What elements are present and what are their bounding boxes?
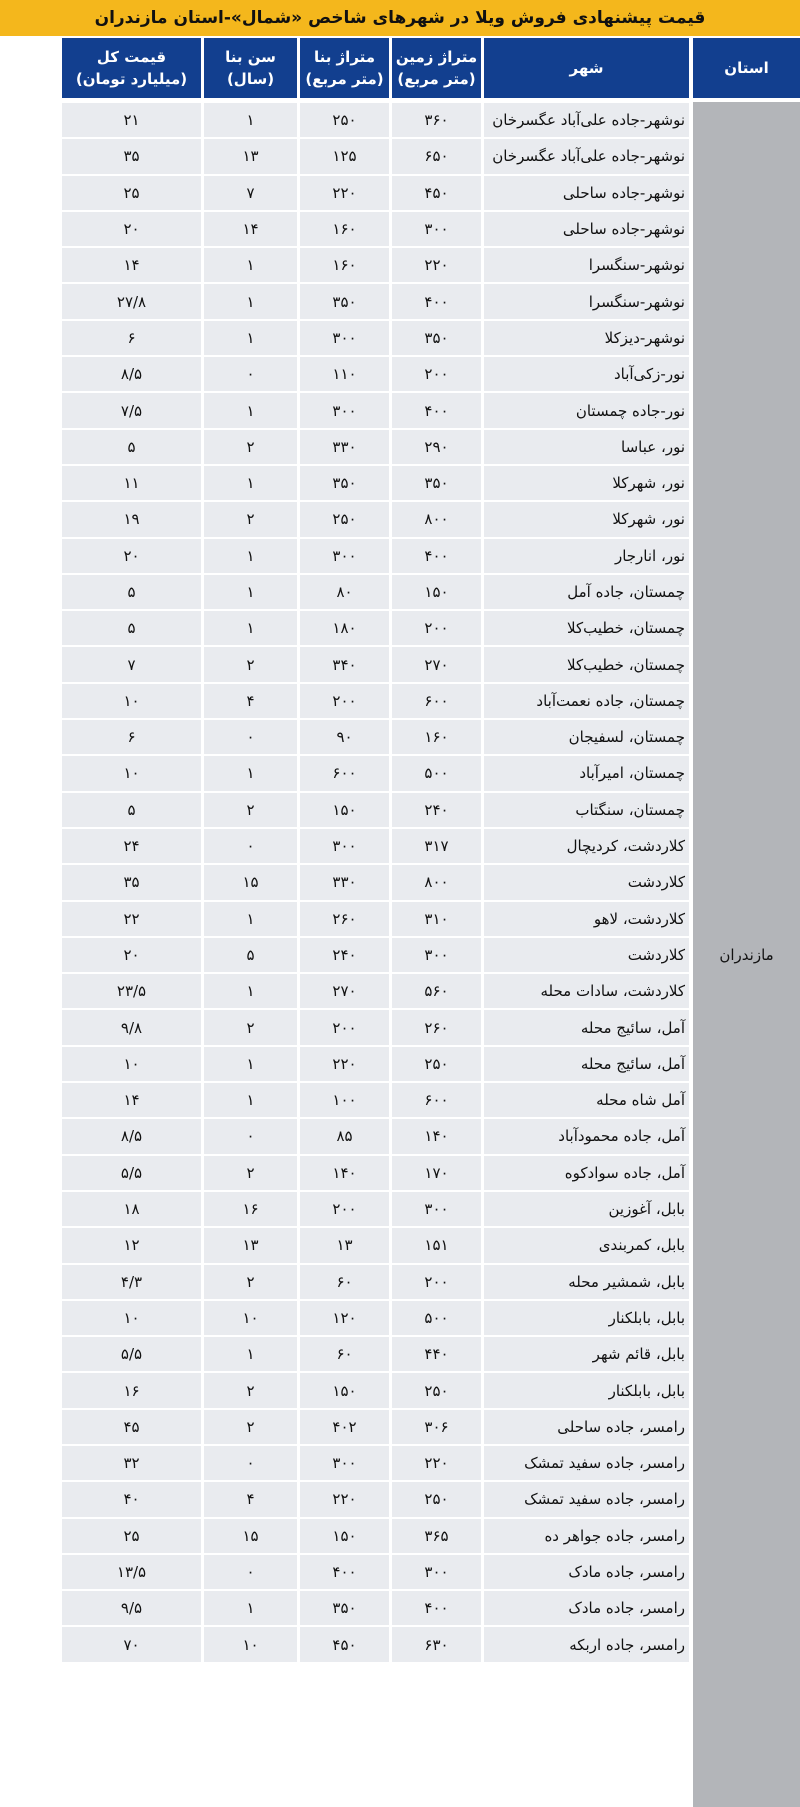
cell-city: نوشهر-جاده ساحلی (484, 176, 689, 210)
cell-building: ۲۲۰ (300, 1482, 389, 1516)
cell-age: ۰ (204, 1446, 297, 1480)
cell-city: چمستان، سنگتاب (484, 793, 689, 827)
table-row (0, 501, 689, 537)
cell-building: ۱۲۰ (300, 1301, 389, 1335)
cell-building: ۳۵۰ (300, 466, 389, 500)
cell-price: ۴۰ (62, 1482, 201, 1516)
cell-building: ۸۵ (300, 1119, 389, 1153)
table-row (0, 901, 689, 937)
cell-land: ۲۵۰ (392, 1373, 481, 1407)
cell-age: ۱۰ (204, 1627, 297, 1661)
cell-city: آمل، جاده سوادکوه (484, 1156, 689, 1190)
cell-city: آمل، سائیج محله (484, 1010, 689, 1044)
cell-price: ۴/۳ (62, 1265, 201, 1299)
table-row (0, 538, 689, 574)
cell-age: ۲ (204, 1156, 297, 1190)
cell-land: ۳۵۰ (392, 321, 481, 355)
cell-price: ۲۰ (62, 212, 201, 246)
cell-land: ۲۷۰ (392, 647, 481, 681)
header-building (300, 38, 389, 98)
cell-land: ۸۰۰ (392, 502, 481, 536)
cell-land: ۴۰۰ (392, 1591, 481, 1625)
cell-city: چمستان، امیرآباد (484, 756, 689, 790)
table-row (0, 211, 689, 247)
table-row (0, 1336, 689, 1372)
cell-age: ۱ (204, 1047, 297, 1081)
cell-city: نور، عباسا (484, 430, 689, 464)
cell-land: ۳۰۰ (392, 1555, 481, 1589)
cell-building: ۲۲۰ (300, 1047, 389, 1081)
cell-city: کلاردشت، سادات محله (484, 974, 689, 1008)
cell-age: ۰ (204, 829, 297, 863)
cell-age: ۲ (204, 793, 297, 827)
cell-land: ۴۰۰ (392, 393, 481, 427)
cell-land: ۲۲۰ (392, 248, 481, 282)
cell-city: بابل، قائم شهر (484, 1337, 689, 1371)
table-row (0, 792, 689, 828)
cell-land: ۳۰۰ (392, 212, 481, 246)
cell-age: ۱ (204, 284, 297, 318)
cell-age: ۱ (204, 466, 297, 500)
cell-building: ۹۰ (300, 720, 389, 754)
table-row (0, 646, 689, 682)
cell-price: ۱۹ (62, 502, 201, 536)
cell-land: ۲۹۰ (392, 430, 481, 464)
cell-city: بابل، بابلکنار (484, 1301, 689, 1335)
cell-age: ۱۳ (204, 1228, 297, 1262)
cell-land: ۲۰۰ (392, 357, 481, 391)
table-row (0, 1626, 689, 1662)
cell-land: ۵۶۰ (392, 974, 481, 1008)
table-row (0, 1518, 689, 1554)
table-row (0, 429, 689, 465)
cell-age: ۰ (204, 720, 297, 754)
table-row (0, 1009, 689, 1045)
cell-building: ۱۱۰ (300, 357, 389, 391)
cell-land: ۱۷۰ (392, 1156, 481, 1190)
cell-land: ۸۰۰ (392, 865, 481, 899)
cell-age: ۲ (204, 1010, 297, 1044)
cell-price: ۲۵ (62, 1519, 201, 1553)
table-row (0, 574, 689, 610)
cell-building: ۶۰ (300, 1337, 389, 1371)
cell-age: ۱۴ (204, 212, 297, 246)
header-land-unit: (متر مربع) (397, 70, 476, 88)
cell-age: ۵ (204, 938, 297, 972)
cell-city: کلاردشت، لاهو (484, 902, 689, 936)
header-age-unit: (سال) (226, 70, 275, 88)
cell-building: ۴۰۰ (300, 1555, 389, 1589)
cell-age: ۱۰ (204, 1301, 297, 1335)
cell-age: ۱۵ (204, 1519, 297, 1553)
header-land (392, 38, 481, 98)
cell-age: ۱ (204, 575, 297, 609)
cell-building: ۳۰۰ (300, 393, 389, 427)
cell-land: ۲۰۰ (392, 1265, 481, 1299)
cell-building: ۲۷۰ (300, 974, 389, 1008)
cell-age: ۰ (204, 1555, 297, 1589)
cell-land: ۲۲۰ (392, 1446, 481, 1480)
cell-building: ۲۰۰ (300, 684, 389, 718)
cell-price: ۲۱ (62, 103, 201, 137)
table-row (0, 247, 689, 283)
cell-city: آمل، جاده محمودآباد (484, 1119, 689, 1153)
table-row (0, 1445, 689, 1481)
cell-age: ۱ (204, 1337, 297, 1371)
cell-age: ۱۳ (204, 139, 297, 173)
cell-building: ۳۰۰ (300, 1446, 389, 1480)
cell-land: ۴۰۰ (392, 284, 481, 318)
table-row (0, 610, 689, 646)
table-row (0, 683, 689, 719)
table-row (0, 392, 689, 428)
table-row (0, 320, 689, 356)
cell-land: ۲۶۰ (392, 1010, 481, 1044)
cell-city: کلاردشت (484, 865, 689, 899)
cell-city: نوشهر-جاده علی‌آباد عگسرخان (484, 103, 689, 137)
cell-age: ۲ (204, 647, 297, 681)
table-row (0, 828, 689, 864)
table-row (0, 1554, 689, 1590)
cell-city: رامسر، جاده سفید تمشک (484, 1446, 689, 1480)
cell-land: ۳۰۰ (392, 1192, 481, 1226)
cell-city: بابل، بابلکنار (484, 1373, 689, 1407)
cell-building: ۳۵۰ (300, 284, 389, 318)
cell-city: بابل، آغوزین (484, 1192, 689, 1226)
cell-price: ۳۲ (62, 1446, 201, 1480)
cell-price: ۹/۸ (62, 1010, 201, 1044)
cell-city: چمستان، جاده آمل (484, 575, 689, 609)
cell-age: ۱ (204, 539, 297, 573)
cell-land: ۳۶۰ (392, 103, 481, 137)
cell-price: ۱۰ (62, 756, 201, 790)
cell-age: ۷ (204, 176, 297, 210)
table-row (0, 1590, 689, 1626)
province-label: مازندران (719, 945, 774, 964)
cell-land: ۱۵۰ (392, 575, 481, 609)
cell-city: آمل شاه محله (484, 1083, 689, 1117)
header-building-unit: (متر مربع) (305, 70, 384, 88)
cell-building: ۳۰۰ (300, 539, 389, 573)
table-row (0, 1264, 689, 1300)
cell-land: ۱۵۱ (392, 1228, 481, 1262)
cell-price: ۷۰ (62, 1627, 201, 1661)
cell-building: ۲۰۰ (300, 1192, 389, 1226)
cell-land: ۳۶۵ (392, 1519, 481, 1553)
cell-city: رامسر، جاده ساحلی (484, 1410, 689, 1444)
cell-building: ۱۵۰ (300, 793, 389, 827)
header-land-label: متراژ زمین (395, 48, 478, 66)
cell-age: ۴ (204, 684, 297, 718)
province-cell (693, 102, 800, 1807)
table-row (0, 138, 689, 174)
cell-age: ۱ (204, 103, 297, 137)
table-row (0, 283, 689, 319)
cell-city: نور، شهرکلا (484, 502, 689, 536)
cell-building: ۳۰۰ (300, 829, 389, 863)
header-building-label: متراژ بنا (313, 48, 376, 66)
cell-age: ۲ (204, 502, 297, 536)
cell-land: ۶۵۰ (392, 139, 481, 173)
cell-building: ۱۵۰ (300, 1373, 389, 1407)
table-row (0, 719, 689, 755)
cell-building: ۱۳ (300, 1228, 389, 1262)
cell-price: ۱۴ (62, 248, 201, 282)
cell-price: ۵ (62, 611, 201, 645)
cell-city: نور-جاده چمستان (484, 393, 689, 427)
cell-land: ۲۰۰ (392, 611, 481, 645)
table-title: قیمت پیشنهادی فروش ویلا در شهرهای شاخص «شمال»-استان مازندران (0, 0, 800, 36)
table-header (0, 38, 800, 98)
table-body (0, 102, 689, 1663)
table-row (0, 937, 689, 973)
cell-price: ۷/۵ (62, 393, 201, 427)
cell-age: ۱ (204, 321, 297, 355)
cell-building: ۲۵۰ (300, 502, 389, 536)
cell-city: چمستان، جاده نعمت‌آباد (484, 684, 689, 718)
cell-age: ۰ (204, 357, 297, 391)
cell-price: ۲۰ (62, 539, 201, 573)
cell-building: ۱۶۰ (300, 212, 389, 246)
cell-city: نور، شهرکلا (484, 466, 689, 500)
cell-city: نوشهر-جاده علی‌آباد عگسرخان (484, 139, 689, 173)
cell-building: ۳۴۰ (300, 647, 389, 681)
cell-building: ۱۶۰ (300, 248, 389, 282)
cell-city: نوشهر-جاده ساحلی (484, 212, 689, 246)
cell-price: ۲۵ (62, 176, 201, 210)
cell-age: ۱۶ (204, 1192, 297, 1226)
cell-land: ۳۱۰ (392, 902, 481, 936)
cell-age: ۱ (204, 248, 297, 282)
cell-price: ۸/۵ (62, 1119, 201, 1153)
cell-city: آمل، سائیج محله (484, 1047, 689, 1081)
header-price (62, 38, 201, 98)
cell-price: ۵ (62, 430, 201, 464)
cell-age: ۱ (204, 902, 297, 936)
cell-price: ۵/۵ (62, 1337, 201, 1371)
cell-age: ۱ (204, 611, 297, 645)
cell-city: کلاردشت (484, 938, 689, 972)
cell-land: ۱۴۰ (392, 1119, 481, 1153)
cell-building: ۱۰۰ (300, 1083, 389, 1117)
cell-land: ۱۶۰ (392, 720, 481, 754)
table-row (0, 1046, 689, 1082)
cell-price: ۵/۵ (62, 1156, 201, 1190)
cell-building: ۱۸۰ (300, 611, 389, 645)
table-row (0, 1155, 689, 1191)
cell-building: ۲۲۰ (300, 176, 389, 210)
cell-price: ۹/۵ (62, 1591, 201, 1625)
table-row (0, 175, 689, 211)
cell-building: ۴۵۰ (300, 1627, 389, 1661)
cell-building: ۴۰۲ (300, 1410, 389, 1444)
cell-city: رامسر، جاده سفید تمشک (484, 1482, 689, 1516)
cell-building: ۳۵۰ (300, 1591, 389, 1625)
header-age (204, 38, 297, 98)
cell-price: ۲۴ (62, 829, 201, 863)
cell-age: ۲ (204, 430, 297, 464)
cell-building: ۲۵۰ (300, 103, 389, 137)
cell-building: ۶۰۰ (300, 756, 389, 790)
header-province-label: استان (724, 59, 769, 77)
table-row (0, 864, 689, 900)
cell-city: رامسر، جاده مادک (484, 1555, 689, 1589)
cell-price: ۲۲ (62, 902, 201, 936)
table-row (0, 1372, 689, 1408)
cell-city: نوشهر-سنگسرا (484, 248, 689, 282)
cell-price: ۳۵ (62, 865, 201, 899)
cell-building: ۸۰ (300, 575, 389, 609)
header-price-label: قیمت کل (96, 48, 167, 66)
table-row (0, 356, 689, 392)
cell-building: ۳۳۰ (300, 430, 389, 464)
table-row (0, 465, 689, 501)
cell-price: ۵ (62, 575, 201, 609)
cell-land: ۵۰۰ (392, 756, 481, 790)
cell-land: ۳۰۰ (392, 938, 481, 972)
cell-land: ۴۵۰ (392, 176, 481, 210)
header-age-label: سن بنا (225, 48, 276, 66)
cell-city: بابل، شمشیر محله (484, 1265, 689, 1299)
header-city (484, 38, 689, 98)
cell-price: ۲۰ (62, 938, 201, 972)
cell-age: ۱ (204, 974, 297, 1008)
table-row (0, 1300, 689, 1336)
cell-building: ۱۴۰ (300, 1156, 389, 1190)
table-row (0, 755, 689, 791)
cell-land: ۴۰۰ (392, 539, 481, 573)
cell-price: ۷ (62, 647, 201, 681)
cell-age: ۲ (204, 1373, 297, 1407)
cell-price: ۲۳/۵ (62, 974, 201, 1008)
cell-price: ۱۰ (62, 1047, 201, 1081)
cell-city: رامسر، جاده اربکه (484, 1627, 689, 1661)
cell-age: ۴ (204, 1482, 297, 1516)
cell-city: رامسر، جاده جواهر ده (484, 1519, 689, 1553)
cell-price: ۶ (62, 720, 201, 754)
cell-price: ۸/۵ (62, 357, 201, 391)
cell-land: ۵۰۰ (392, 1301, 481, 1335)
cell-price: ۶ (62, 321, 201, 355)
cell-age: ۲ (204, 1410, 297, 1444)
cell-building: ۶۰ (300, 1265, 389, 1299)
cell-building: ۳۳۰ (300, 865, 389, 899)
cell-city: نور-زکی‌آباد (484, 357, 689, 391)
cell-age: ۱۵ (204, 865, 297, 899)
cell-age: ۱ (204, 1591, 297, 1625)
cell-land: ۳۰۶ (392, 1410, 481, 1444)
cell-price: ۱۴ (62, 1083, 201, 1117)
cell-city: چمستان، خطیب‌کلا (484, 611, 689, 645)
cell-price: ۱۲ (62, 1228, 201, 1262)
table-row (0, 1409, 689, 1445)
cell-price: ۱۶ (62, 1373, 201, 1407)
cell-age: ۱ (204, 393, 297, 427)
cell-land: ۶۰۰ (392, 684, 481, 718)
cell-city: بابل، کمربندی (484, 1228, 689, 1262)
table-row (0, 1118, 689, 1154)
cell-building: ۳۰۰ (300, 321, 389, 355)
cell-age: ۰ (204, 1119, 297, 1153)
cell-price: ۱۱ (62, 466, 201, 500)
cell-age: ۲ (204, 1265, 297, 1299)
cell-building: ۲۰۰ (300, 1010, 389, 1044)
cell-price: ۱۰ (62, 1301, 201, 1335)
cell-price: ۱۸ (62, 1192, 201, 1226)
cell-city: رامسر، جاده مادک (484, 1591, 689, 1625)
cell-price: ۴۵ (62, 1410, 201, 1444)
cell-price: ۲۷/۸ (62, 284, 201, 318)
table-row (0, 973, 689, 1009)
header-price-unit: (میلیارد تومان) (75, 70, 188, 88)
cell-age: ۱ (204, 756, 297, 790)
cell-city: کلاردشت، کردیچال (484, 829, 689, 863)
cell-building: ۱۲۵ (300, 139, 389, 173)
table-row (0, 1191, 689, 1227)
cell-land: ۲۴۰ (392, 793, 481, 827)
table-row (0, 1227, 689, 1263)
cell-price: ۵ (62, 793, 201, 827)
cell-land: ۶۰۰ (392, 1083, 481, 1117)
header-province (693, 38, 800, 98)
table-row (0, 1082, 689, 1118)
cell-city: نوشهر-سنگسرا (484, 284, 689, 318)
cell-price: ۱۰ (62, 684, 201, 718)
cell-land: ۶۳۰ (392, 1627, 481, 1661)
cell-building: ۲۶۰ (300, 902, 389, 936)
cell-age: ۱ (204, 1083, 297, 1117)
cell-land: ۲۵۰ (392, 1482, 481, 1516)
cell-land: ۳۵۰ (392, 466, 481, 500)
cell-city: نوشهر-دیزکلا (484, 321, 689, 355)
cell-city: چمستان، لسفیجان (484, 720, 689, 754)
cell-land: ۲۵۰ (392, 1047, 481, 1081)
cell-building: ۲۴۰ (300, 938, 389, 972)
table-row (0, 1481, 689, 1517)
cell-building: ۱۵۰ (300, 1519, 389, 1553)
cell-land: ۳۱۷ (392, 829, 481, 863)
table-row (0, 102, 689, 138)
cell-land: ۴۴۰ (392, 1337, 481, 1371)
cell-price: ۱۳/۵ (62, 1555, 201, 1589)
header-city-label: شهر (569, 59, 604, 77)
cell-city: نور، انارجار (484, 539, 689, 573)
cell-price: ۳۵ (62, 139, 201, 173)
cell-city: چمستان، خطیب‌کلا (484, 647, 689, 681)
